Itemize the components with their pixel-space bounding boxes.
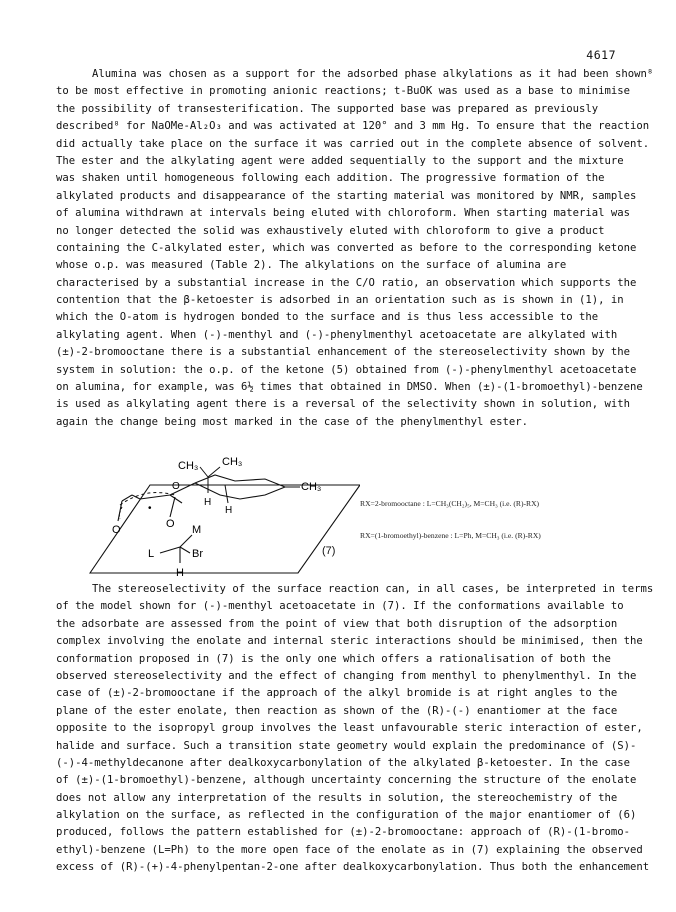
bond: [180, 547, 190, 553]
atom-label: H: [225, 505, 233, 516]
text-line: plane of the ester enolate, then reaction as shown of the (R)-(-) enantiomer at the face: [56, 704, 618, 717]
atom-label: O: [112, 524, 121, 536]
text-line: containing the C-alkylated ester, which was converted as before to the corresponding ketone: [56, 241, 637, 254]
figure-legend-1: RX=2-bromooctane : L=CH₃(CH₂)₅, M=CH₃ (i.e. (R)-RX): [360, 499, 540, 508]
atom-label: H: [204, 497, 212, 508]
atom-label: O: [166, 518, 175, 530]
bond: [140, 495, 170, 499]
text-line: (±)-2-bromooctane there is a substantial enhancement of the stereoselectivity shown by the: [56, 346, 631, 359]
text-line: ethyl)-benzene (L=Ph) to the more open face of the enolate as in (7) explaining the observed: [56, 843, 643, 856]
text-line: of (±)-(1-bromoethyl)-benzene, although uncertainty concerning the structure of the enolate: [56, 774, 637, 787]
text-line: system in solution: the o.p. of the ketone (5) obtained from (-)-phenylmenthyl acetoacetate: [56, 363, 637, 376]
bond: [180, 535, 192, 547]
text-line: to be most effective in promoting anionic reactions; t-BuOK was used as a base to minimise: [56, 85, 631, 98]
text-line: The stereoselectivity of the surface reaction can, in all cases, be interpreted in terms: [92, 583, 654, 595]
text-line: excess of (R)-(+)-4-phenylpentan-2-one after dealkoxycarbonylation. Thus both the enhancement: [56, 861, 650, 874]
text-line: halide and surface. Such a transition state geometry would explain the predominance of (S)-: [56, 739, 637, 752]
text-line: The ester and the alkylating agent were added sequentially to the support and the mixture: [56, 154, 624, 167]
text-line: Alumina was chosen as a support for the adsorbed phase alkylations as it had been shown⁸: [92, 68, 654, 80]
text-line: conformation proposed in (7) is the only one which offers a rationalisation of both the: [56, 652, 611, 665]
atom-label: Br: [192, 548, 203, 560]
paragraph-1: [56, 66, 654, 431]
text-line: does not allow any interpretation of the results in solution, the stereochemistry of the: [56, 791, 618, 804]
bond: [170, 497, 175, 517]
text-line: the possibility of transesterification. The supported base was prepared as previously: [56, 102, 599, 115]
text-line: alkylation on the surface, as reflected in the configuration of the major enantiomer of (6): [56, 809, 637, 822]
text-line: of alumina withdrawn at intervals being eluted with chloroform. When starting material was: [56, 207, 631, 220]
atom-label: CH₃: [222, 456, 243, 468]
atom-label: H: [176, 567, 184, 579]
text-line: which the O-atom is hydrogen bonded to the surface and is thus less accessible to the: [56, 311, 599, 324]
atom-label: M: [192, 524, 202, 536]
bond: [118, 501, 122, 521]
text-line: is used as alkylating agent there is a reversal of the selectivity shown in solution, with: [56, 398, 631, 411]
text-line: on alumina, for example, was 6½ times that obtained in DMSO. When (±)-(1-bromoethyl)-benzene: [56, 381, 643, 394]
atom-label: •: [148, 503, 152, 514]
atom-label: CH₃: [178, 460, 199, 472]
text-line: again the change being most marked in the case of the phenylmenthyl ester.: [56, 415, 528, 428]
structure-figure-7: [60, 455, 640, 580]
text-line: alkylated products and disappearance of the starting material was monitored by NMR, samples: [56, 189, 637, 202]
text-line: described⁸ for NaOMe-Al₂O₃ and was activated at 120° and 3 mm Hg. To ensure that the reaction: [56, 120, 650, 133]
text-line: produced, follows the pattern established for (±)-2-bromooctane: approach of (R)-(1-bromo-: [56, 826, 631, 839]
structure-diagram: [60, 455, 360, 580]
compound-label: (7): [322, 545, 336, 557]
text-line: no longer detected the solid was exhaustively eluted with chloroform to give a product: [56, 224, 605, 237]
text-line: contention that the β-ketoester is adsorbed in an orientation such as is shown in (1), in: [56, 294, 624, 307]
bond: [160, 547, 180, 553]
bond: [200, 467, 208, 477]
text-line: opposite to the isopropyl group involves the least unfavourable steric interaction of ester,: [56, 722, 643, 735]
text-line: complex involving the enolate and internal steric interactions should be minimised, then the: [56, 635, 643, 648]
text-line: alkylating agent. When (-)-menthyl and (-)-phenylmenthyl acetoacetate are alkylated with: [56, 328, 618, 341]
figure-legend-2: RX=(1-bromoethyl)-benzene : L=Ph, M=CH₃ (i.e. (R)-RX): [360, 531, 541, 540]
bond: [170, 495, 182, 503]
atom-label: O: [172, 481, 180, 492]
text-line: the adsorbate are assessed from the point of view that both disruption of the adsorption: [56, 617, 618, 630]
text-line: did actually take place on the surface it was carried out in the complete absence of solvent.: [56, 137, 650, 150]
text-line: observed stereoselectivity and the effect of changing from menthyl to phenylmenthyl. In the: [56, 669, 637, 682]
bond: [132, 495, 140, 499]
bond: [225, 485, 228, 503]
text-line: characterised by a substantial increase in the C/O ratio, an observation which supports the: [56, 276, 637, 289]
atom-label: CH₃: [301, 481, 322, 493]
atom-label: L: [148, 548, 155, 560]
page-number: 4617: [586, 48, 616, 62]
text-line: was shaken until homogeneous following each addition. The progressive formation of the: [56, 172, 605, 185]
paragraph-2: [56, 581, 654, 877]
text-line: of the model shown for (-)-menthyl acetoacetate in (7). If the conformations available to: [56, 600, 624, 613]
text-line: case of (±)-2-bromooctane if the approach of the alkyl bromide is at right angles to the: [56, 687, 618, 700]
text-line: whose o.p. was measured (Table 2). The alkylations on the surface of alumina are: [56, 259, 567, 272]
text-line: (-)-4-methyldecanone after dealkoxycarbonylation of the alkylated β-ketoester. In the case: [56, 756, 631, 769]
